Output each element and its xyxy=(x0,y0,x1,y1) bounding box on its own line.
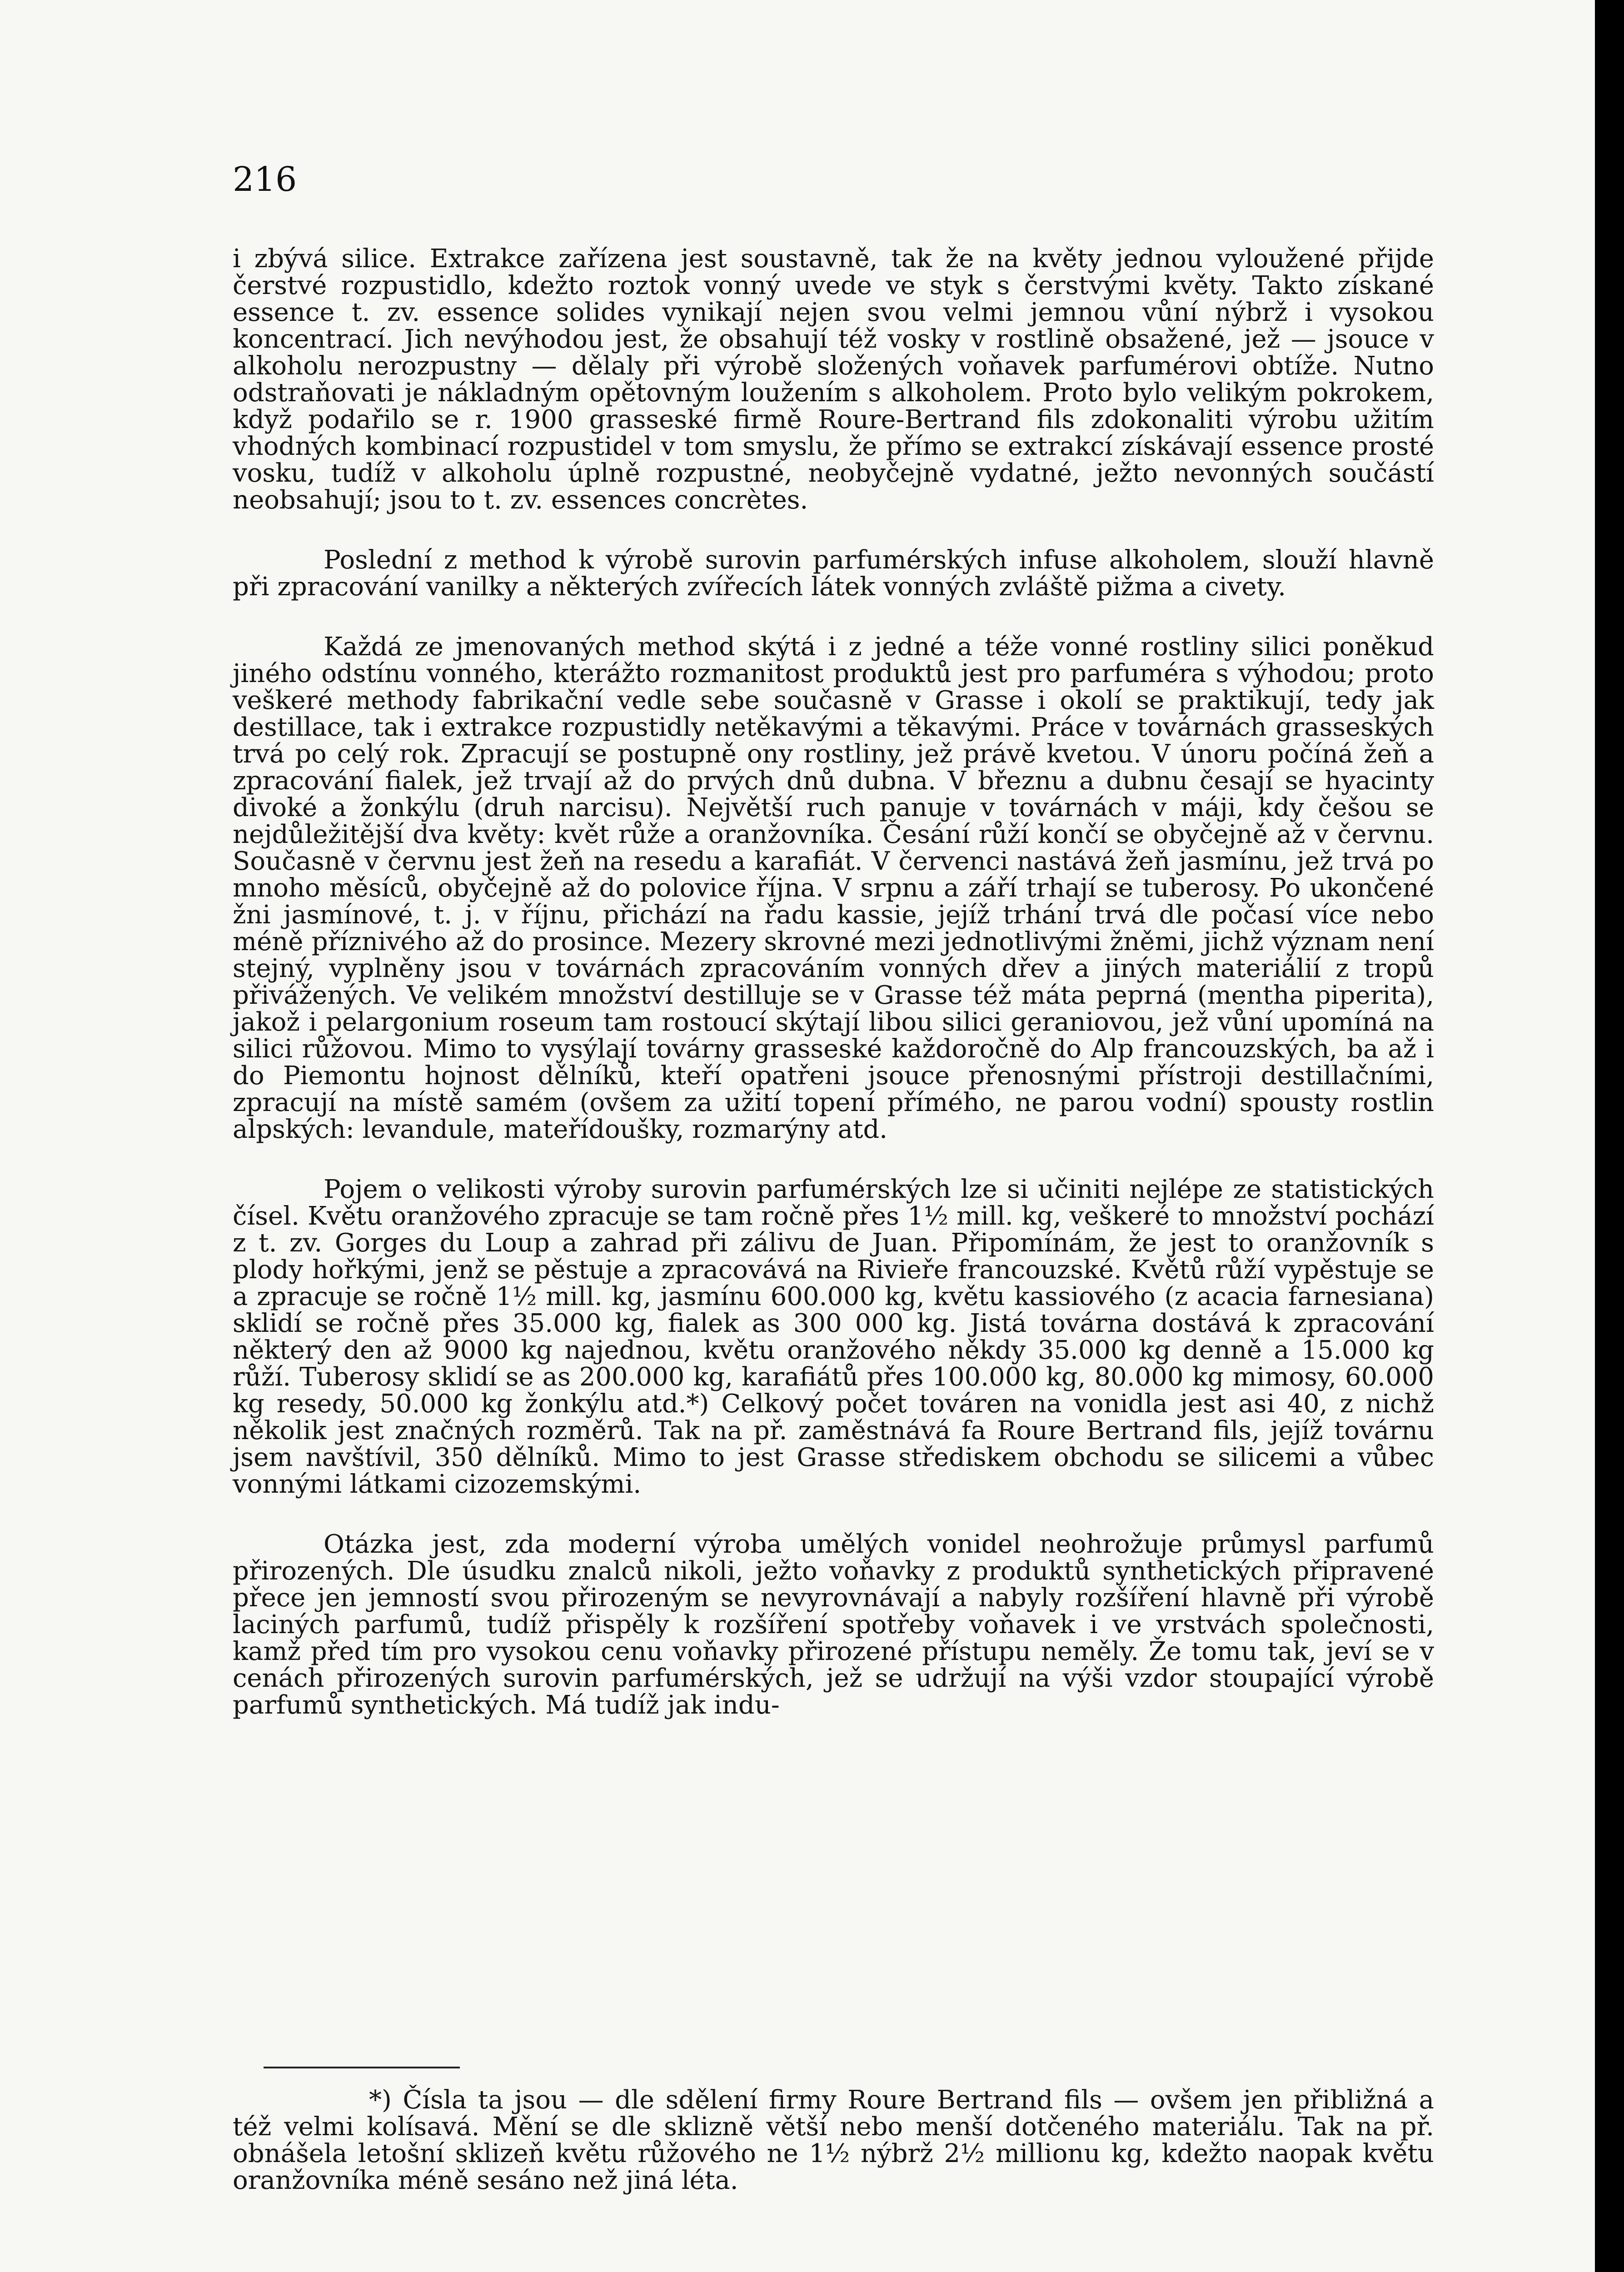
paragraph-harvest-calendar: Každá ze jmenovaných method skýtá i z jedné a téže vonné rostliny silici poněkud jiného odstínu vonného, kterážto rozmanitost produktů jest pro parfuméra s výhodou; proto veškeré methody fabrikační vedle sebe současně v Grasse i okolí se praktikují, tedy jak destillace, tak i extrakce rozpustidly netěkavými a těkavými. Práce v továrnách grasseských trvá po celý rok. Zpracují se postupně ony rostliny, jež právě kvetou. V únoru počíná žeň a zpracování fialek, jež trvají až do prvých dnů dubna. V březnu a dubnu česají se hyacinty divoké a žonkýlu (druh narcisu). Největší ruch panuje v továrnách v máji, kdy češou se nejdůležitější dva květy: květ růže a oranžovníka. Česání růží končí se obyčejně až v červnu. Současně v červnu jest žeň na resedu a karafiát. V červenci nastává žeň jasmínu, jež trvá po mnoho měsíců, obyčejně až do polovice října. V srpnu a září trhají se tuberosy. Po ukončené žni jasmínové, t. j. v říjnu, přichází na řadu kassie, jejíž trhání trvá dle počasí více nebo méně příznivého až do prosince. Mezery skrovné mezi jednotlivými žněmi, jichž význam není stejný, vyplněny jsou v továrnách zpracováním vonných dřev a jiných materiálií z tropů přivážených. Ve velikém množství destilluje se v Grasse též máta peprná (mentha piperita), jakož i pelargonium roseum tam rostoucí skýtají libou silici geraniovou, jež vůní upomíná na silici růžovou. Mimo to vysýlají továrny grasseské každoročně do Alp francouzských, ba až i do Piemontu hojnost dělníků, kteří opatřeni jsouce přenosnými přístroji destillačními, zpracují na místě samém (ovšem za užití topení přímého, ne parou vodní) spousty rostlin alpských: levandule, mateřídoušky, rozmarýny atd. xyxy=(233,632,1434,1144)
page-number: 216 xyxy=(233,160,297,199)
paragraph-synthetic-perfumes: Otázka jest, zda moderní výroba umělých vonidel neohrožuje průmysl parfumů přirozených. Dle úsudku znalců nikoli, ježto voňavky z produktů synthetických připravené přece jen jemností svou přirozeným se nevyrovnávají a nabyly rozšíření hlavně při výrobě laciných parfumů, tudíž přispěly k rozšíření spotřeby voňavek i ve vrstvách společnosti, kamž před tím pro vysokou cenu voňavky přirozené přístupu neměly. Že tomu tak, jeví se v cenách přirozených surovin parfumérských, jež se udržují na výši vzdor stoupající výrobě parfumů synthetických. Má tudíž jak indu- xyxy=(233,1530,1434,1720)
footnote-separator xyxy=(264,2067,460,2068)
footnote: *) Čísla ta jsou — dle sdělení firmy Roure Bertrand fils — ovšem jen přibližná a též velmi kolísavá. Mění se dle sklizně větší nebo menší dotčeného materiálu. Tak na př. obnášela letošní sklizeň květu růžového ne 1½ nýbrž 2½ millionu kg, kdežto naopak květu oranžovníka méně sesáno než jiná léta. xyxy=(233,2085,1434,2195)
paragraph-infusion: Poslední z method k výrobě surovin parfumérských infuse alkoholem, slouží hlavně při zpracování vanilky a některých zvířecích látek vonných zvláště pižma a civety. xyxy=(233,545,1434,602)
paragraph-production-statistics: Pojem o velikosti výroby surovin parfumérských lze si učiniti nejlépe ze statistických čísel. Květu oranžového zpracuje se tam ročně přes 1½ mill. kg, veškeré to množství pochází z t. zv. Gorges du Loup a zahrad při zálivu de Juan. Připomínám, že jest to oranžovník s plody hořkými, jenž se pěstuje a zpracovává na Rivieře francouzské. Květů růží vypěstuje se a zpracuje se ročně 1½ mill. kg, jasmínu 600.000 kg, květu kassiového (z acacia farnesiana) sklidí se ročně přes 35.000 kg, fialek as 300 000 kg. Jistá továrna dostává k zpracování některý den až 9000 kg najednou, květu oranžového někdy 35.000 kg denně a 15.000 kg růží. Tuberosy sklidí se as 200.000 kg, karafiátů přes 100.000 kg, 80.000 kg mimosy, 60.000 kg resedy, 50.000 kg žonkýlu atd.*) Celkový počet továren na vonidla jest asi 40, z nichž několik jest značných rozměrů. Tak na př. zaměstnává fa Roure Bertrand fils, jejíž továrnu jsem navštívil, 350 dělníků. Mimo to jest Grasse střediskem obchodu se silicemi a vůbec vonnými látkami cizozemskými. xyxy=(233,1175,1434,1499)
main-text xyxy=(233,245,1434,1752)
paragraph-extraction: i zbývá silice. Extrakce zařízena jest soustavně, tak že na květy jednou vyloužené přijde čerstvé rozpustidlo, kdežto roztok vonný uvede ve styk s čerstvými květy. Takto získané essence t. zv. essence solides vynikají nejen svou velmi jemnou vůní nýbrž i vysokou koncentrací. Jich nevýhodou jest, že obsahují též vosky v rostlině obsažené, jež — jsouce v alkoholu nerozpustny — dělaly při výrobě složených voňavek parfumérovi obtíže. Nutno odstraňovati je nákladným opětovným loužením s alkoholem. Proto bylo velikým pokrokem, když podařilo se r. 1900 grasseské firmě Roure-Bertrand fils zdokonaliti výrobu užitím vhodných kombinací rozpustidel v tom smyslu, že přímo se extrakcí získávají essence prosté vosku, tudíž v alkoholu úplně rozpustné, neobyčejně vydatné, ježto nevonných součástí neobsahují; jsou to t. zv. essences concrètes. xyxy=(233,244,1434,515)
